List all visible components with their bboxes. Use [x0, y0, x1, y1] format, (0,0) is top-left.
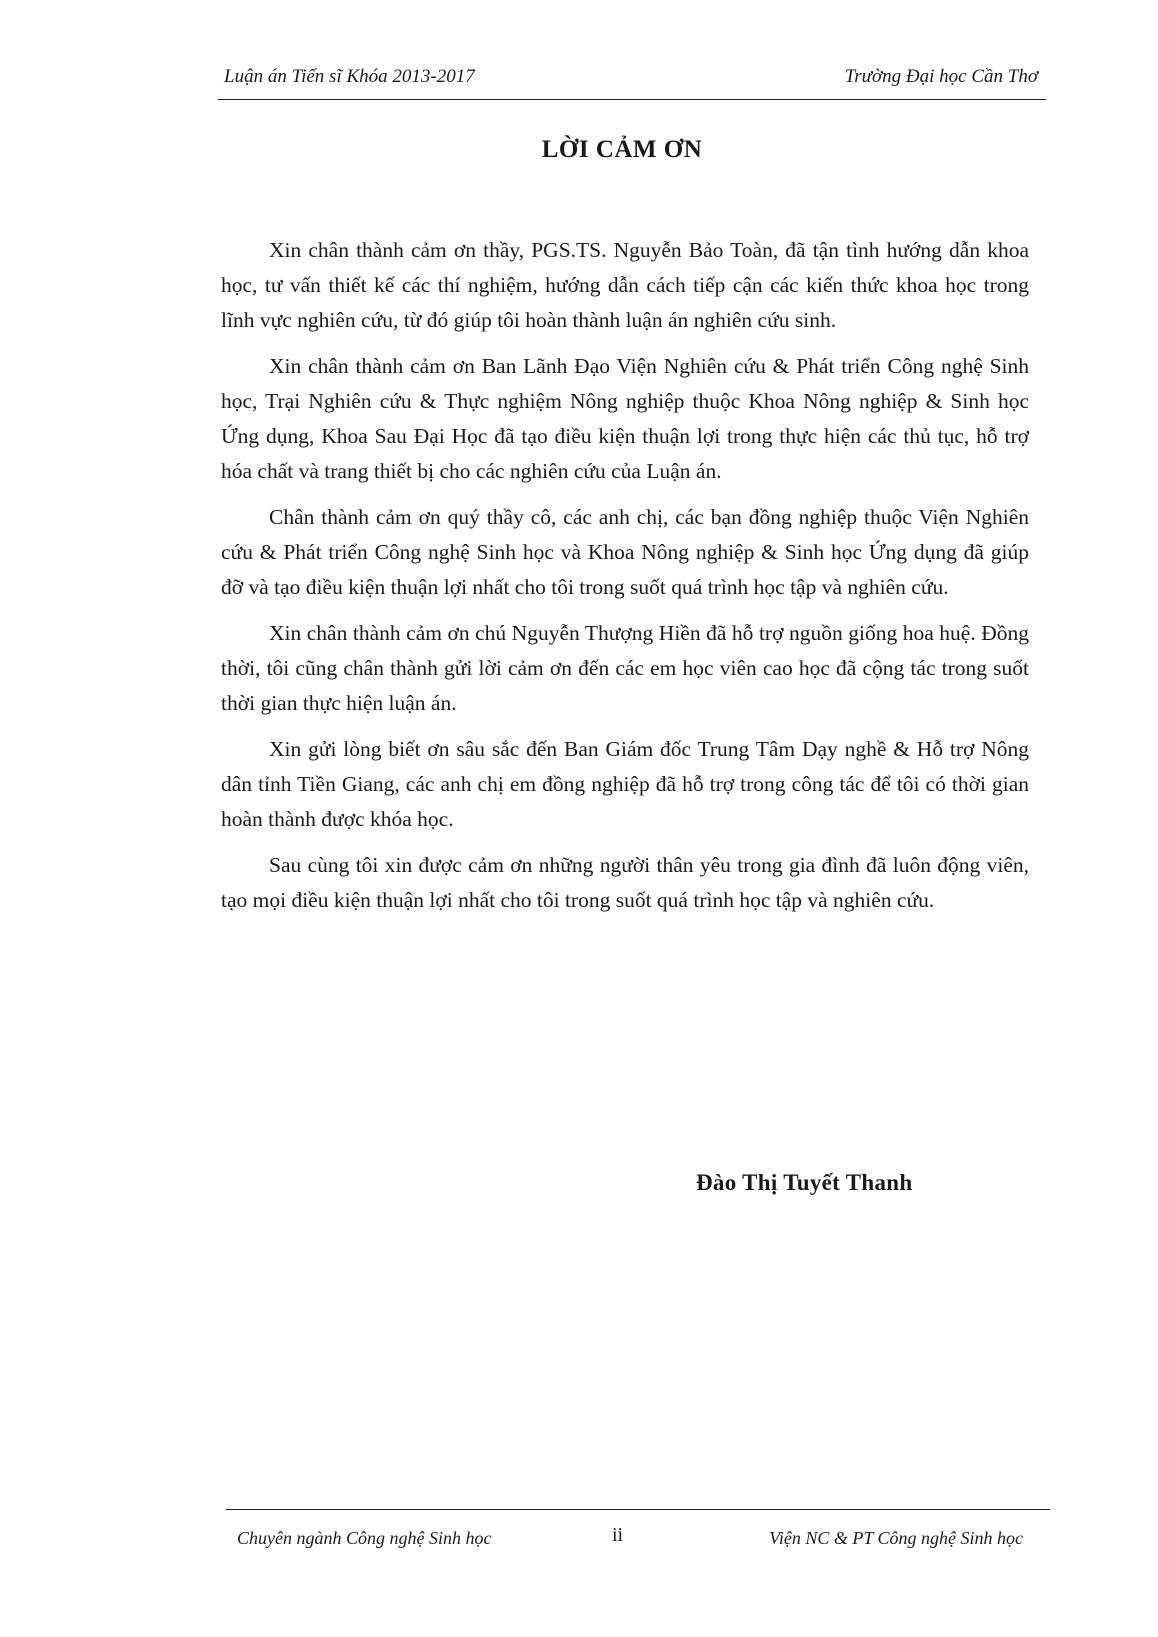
page-header	[212, 62, 1046, 92]
paragraph-2: Xin chân thành cảm ơn Ban Lãnh Đạo Viện Nghiên cứu & Phát triển Công nghệ Sinh học, Trại Nghiên cứu & Thực nghiệm Nông nghiệp thuộc Khoa Nông nghiệp & Sinh học Ứng dụng, Khoa Sau Đại Học đã tạo điều kiện thuận lợi trong thực hiện các thủ tục, hỗ trợ hóa chất và trang thiết bị cho các nghiên cứu của Luận án.	[221, 354, 1029, 483]
paragraph-6: Sau cùng tôi xin được cảm ơn những người thân yêu trong gia đình đã luôn động viên, tạo mọi điều kiện thuận lợi nhất cho tôi trong suốt quá trình học tập và nghiên cứu.	[221, 853, 1029, 912]
page-footer	[226, 1522, 1050, 1552]
paragraph-1: Xin chân thành cảm ơn thầy, PGS.TS. Nguyễn Bảo Toàn, đã tận tình hướng dẫn khoa học, tư vấn thiết kế các thí nghiệm, hướng dẫn cách tiếp cận các kiến thức khoa học trong lĩnh vực nghiên cứu, từ đó giúp tôi hoàn thành luận án nghiên cứu sinh.	[221, 238, 1029, 332]
paragraph-5: Xin gửi lòng biết ơn sâu sắc đến Ban Giám đốc Trung Tâm Dạy nghề & Hỗ trợ Nông dân tỉnh Tiền Giang, các anh chị em đồng nghiệp đã hỗ trợ trong công tác để tôi có thời gian hoàn thành được khóa học.	[221, 737, 1029, 831]
footer-major-label: Chuyên ngành Công nghệ Sinh học	[237, 1528, 492, 1548]
page-title: LỜI CẢM ƠN	[541, 136, 703, 163]
footer-institute-label: Viện NC & PT Công nghệ Sinh học	[769, 1528, 1023, 1548]
header-university-label: Trường Đại học Cần Thơ	[844, 66, 1038, 87]
header-divider	[218, 99, 1046, 100]
header-thesis-label: Luận án Tiến sĩ Khóa 2013-2017	[224, 66, 475, 87]
author-signature: Đào Thị Tuyết Thanh	[696, 1170, 913, 1195]
footer-divider	[226, 1509, 1050, 1510]
acknowledgement-body	[221, 233, 1029, 929]
paragraph-3: Chân thành cảm ơn quý thầy cô, các anh chị, các bạn đồng nghiệp thuộc Viện Nghiên cứu & Phát triển Công nghệ Sinh học và Khoa Nông nghiệp & Sinh học Ứng dụng đã giúp đỡ và tạo điều kiện thuận lợi nhất cho tôi trong suốt quá trình học tập và nghiên cứu.	[221, 505, 1029, 599]
page-number: ii	[612, 1524, 624, 1546]
paragraph-4: Xin chân thành cảm ơn chú Nguyễn Thượng Hiền đã hỗ trợ nguồn giống hoa huệ. Đồng thời, tôi cũng chân thành gửi lời cảm ơn đến các em học viên cao học đã cộng tác trong suốt thời gian thực hiện luận án.	[221, 621, 1029, 715]
